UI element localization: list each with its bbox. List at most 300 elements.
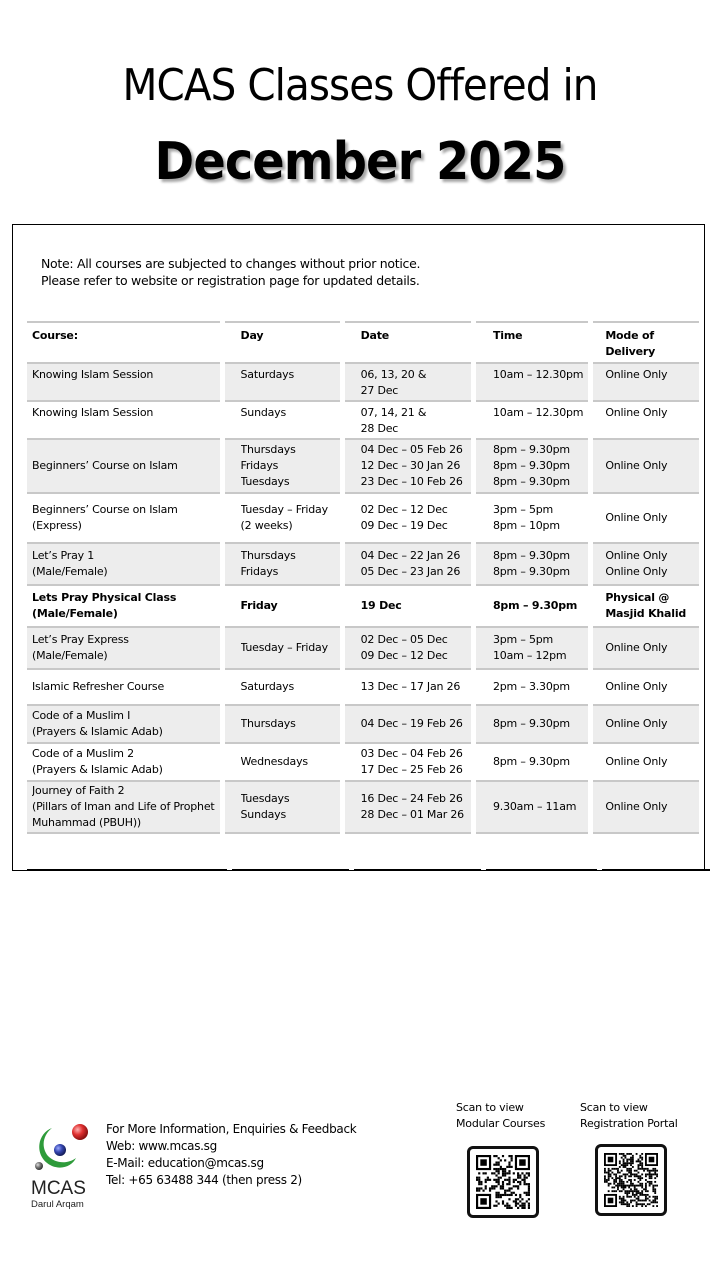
qr-module xyxy=(652,1200,654,1202)
qr-module xyxy=(636,1194,638,1196)
cell-day xyxy=(225,780,340,834)
qr-module xyxy=(651,1170,653,1172)
qr-module xyxy=(628,1179,630,1181)
day-text: Thursdays xyxy=(240,549,296,562)
qr-module xyxy=(619,1185,621,1187)
qr-module xyxy=(482,1190,484,1192)
qr-module xyxy=(502,1185,504,1187)
qr-module xyxy=(651,1175,653,1177)
qr-module xyxy=(647,1168,649,1170)
cell-course xyxy=(27,438,220,492)
qr-module xyxy=(641,1192,643,1194)
qr-module xyxy=(626,1160,628,1162)
qr-module xyxy=(493,1168,495,1170)
qr-module xyxy=(649,1173,651,1175)
qr-module xyxy=(639,1192,641,1194)
qr-module xyxy=(498,1192,500,1194)
qr-module xyxy=(611,1187,613,1189)
qr-module xyxy=(626,1164,628,1166)
day-text: Thursdays xyxy=(240,717,296,730)
qr-module xyxy=(495,1155,497,1157)
qr-module xyxy=(638,1190,640,1192)
qr-module xyxy=(495,1174,497,1176)
qr-module xyxy=(604,1168,606,1170)
qr-module xyxy=(641,1159,643,1161)
qr-code-modular-courses[interactable] xyxy=(467,1146,539,1218)
cell-time xyxy=(476,492,588,542)
qr-module xyxy=(639,1164,641,1166)
qr-module xyxy=(626,1192,628,1194)
qr-module xyxy=(500,1185,502,1187)
qr-module xyxy=(626,1153,628,1155)
cell-time xyxy=(476,704,588,742)
qr-module xyxy=(639,1185,641,1187)
day-text: Saturdays xyxy=(240,368,295,381)
cell-mode xyxy=(593,626,699,668)
day-text: Sundays xyxy=(240,808,287,821)
qr-module xyxy=(638,1166,640,1168)
qr-module xyxy=(626,1181,628,1183)
qr-module xyxy=(654,1198,656,1200)
qr-module xyxy=(498,1170,500,1172)
qr-module xyxy=(478,1190,480,1192)
cell-time xyxy=(476,626,588,668)
cell-day xyxy=(225,584,340,626)
qr-module xyxy=(624,1185,626,1187)
qr-module xyxy=(506,1172,508,1174)
qr-module xyxy=(632,1200,634,1202)
qr-module xyxy=(608,1185,610,1187)
qr-module xyxy=(654,1201,656,1203)
contact-email[interactable]: E-Mail: education@mcas.sg xyxy=(106,1156,264,1170)
qr-module xyxy=(613,1173,615,1175)
bottom-rule xyxy=(354,869,481,871)
qr-module xyxy=(498,1164,500,1166)
qr-module xyxy=(630,1168,632,1170)
qr-module xyxy=(623,1203,625,1205)
qr-module xyxy=(647,1198,649,1200)
day-text: Tuesdays xyxy=(240,792,290,805)
table-row xyxy=(27,584,699,626)
qr-module xyxy=(621,1153,623,1155)
qr-module xyxy=(656,1198,658,1200)
qr-module xyxy=(478,1181,480,1183)
qr-module xyxy=(630,1172,632,1174)
qr-module xyxy=(498,1157,500,1159)
qr-module xyxy=(511,1187,513,1189)
qr-module xyxy=(511,1155,513,1157)
mode-text: Physical @ xyxy=(605,591,670,604)
qr-module xyxy=(526,1177,528,1179)
table-header-row xyxy=(27,321,699,362)
qr-module xyxy=(528,1207,530,1209)
qr-module xyxy=(638,1172,640,1174)
qr-module xyxy=(502,1155,504,1157)
schedule-frame xyxy=(12,224,705,871)
header-date: Date xyxy=(345,321,471,362)
qr-finder-pattern xyxy=(519,1159,525,1165)
qr-module xyxy=(526,1172,528,1174)
day-text: Wednesdays xyxy=(240,755,308,768)
qr-module xyxy=(621,1170,623,1172)
qr-module xyxy=(528,1174,530,1176)
cell-date xyxy=(345,626,471,668)
qr-module xyxy=(615,1168,617,1170)
table-bottom-rules xyxy=(27,869,697,871)
qr-module xyxy=(619,1190,621,1192)
qr-module xyxy=(623,1188,625,1190)
qr-module xyxy=(630,1181,632,1183)
date-text: 09 Dec – 19 Dec xyxy=(360,519,448,532)
mcas-logo-icon xyxy=(30,1122,96,1182)
qr-module xyxy=(521,1203,523,1205)
qr-module xyxy=(652,1201,654,1203)
qr-module xyxy=(639,1200,641,1202)
qr-module xyxy=(654,1190,656,1192)
bottom-rule xyxy=(602,869,710,871)
qr-module xyxy=(632,1183,634,1185)
note-line-2: Please refer to website or registration page for updated details. xyxy=(41,273,420,288)
qr-module xyxy=(608,1170,610,1172)
cell-date xyxy=(345,704,471,742)
course-text: Knowing Islam Session xyxy=(32,368,154,381)
qr-module xyxy=(641,1185,643,1187)
qr-module xyxy=(619,1153,621,1155)
qr-module xyxy=(493,1155,495,1157)
course-text: Let’s Pray 1 xyxy=(32,549,95,562)
date-text: 04 Dec – 22 Jan 26 xyxy=(360,549,461,562)
qr-module xyxy=(630,1188,632,1190)
day-text: Fridays xyxy=(240,565,279,578)
qr-module xyxy=(634,1173,636,1175)
table-row xyxy=(27,780,699,834)
qr-module xyxy=(506,1194,508,1196)
qr-module xyxy=(478,1177,480,1179)
cell-day xyxy=(225,438,340,492)
qr-module xyxy=(621,1200,623,1202)
qr-finder-pattern xyxy=(480,1159,486,1165)
qr-module xyxy=(604,1172,606,1174)
qr-module xyxy=(649,1200,651,1202)
cell-day xyxy=(225,626,340,668)
qr-module xyxy=(526,1194,528,1196)
qr-module xyxy=(630,1173,632,1175)
qr-module xyxy=(506,1166,508,1168)
qr-module xyxy=(632,1160,634,1162)
qr-module xyxy=(621,1198,623,1200)
qr-module xyxy=(628,1187,630,1189)
qr-module xyxy=(608,1190,610,1192)
qr-module xyxy=(502,1181,504,1183)
time-text: 8pm – 9.30pm xyxy=(492,717,570,730)
qr-module xyxy=(641,1205,643,1207)
date-text: 13 Dec – 17 Jan 26 xyxy=(360,680,461,693)
header-mode-line1: Mode of xyxy=(605,329,654,342)
qr-module xyxy=(476,1177,478,1179)
qr-module xyxy=(619,1201,621,1203)
qr-module xyxy=(628,1172,630,1174)
qr-module xyxy=(526,1192,528,1194)
qr-module xyxy=(619,1160,621,1162)
qr-module xyxy=(611,1190,613,1192)
qr-module xyxy=(624,1164,626,1166)
qr-module xyxy=(508,1179,510,1181)
qr-module xyxy=(478,1172,480,1174)
qr-module xyxy=(498,1181,500,1183)
qr-module xyxy=(495,1200,497,1202)
qr-module xyxy=(623,1159,625,1161)
qr-module xyxy=(482,1172,484,1174)
qr-module xyxy=(638,1175,640,1177)
qr-module xyxy=(610,1170,612,1172)
qr-module xyxy=(654,1181,656,1183)
date-text: 28 Dec – 01 Mar 26 xyxy=(360,808,464,821)
qr-module xyxy=(506,1179,508,1181)
qr-module xyxy=(638,1196,640,1198)
logo-wordmark: MCAS xyxy=(31,1178,86,1199)
qr-registration-portal xyxy=(580,1100,678,1132)
date-text: 05 Dec – 23 Jan 26 xyxy=(360,565,461,578)
qr-module xyxy=(632,1173,634,1175)
qr-module xyxy=(506,1183,508,1185)
qr-module xyxy=(613,1168,615,1170)
qr-module xyxy=(623,1200,625,1202)
qr-module xyxy=(649,1172,651,1174)
course-text: Beginners’ Course on Islam xyxy=(32,503,178,516)
qr-module xyxy=(604,1181,606,1183)
qr-module xyxy=(521,1205,523,1207)
qr-module xyxy=(638,1192,640,1194)
qr-module xyxy=(606,1172,608,1174)
time-text: 8pm – 9.30pm xyxy=(492,565,570,578)
qr-module xyxy=(643,1188,645,1190)
day-text: Tuesday – Friday xyxy=(240,641,328,654)
qr-module xyxy=(628,1159,630,1161)
qr-module xyxy=(636,1190,638,1192)
qr-module xyxy=(517,1174,519,1176)
qr-module xyxy=(654,1170,656,1172)
cell-date xyxy=(345,438,471,492)
qr-module xyxy=(645,1185,647,1187)
qr-module xyxy=(641,1168,643,1170)
qr-module xyxy=(502,1187,504,1189)
qr-module xyxy=(528,1194,530,1196)
qr-module xyxy=(613,1187,615,1189)
qr-module xyxy=(651,1177,653,1179)
qr-module xyxy=(628,1192,630,1194)
qr-module xyxy=(517,1207,519,1209)
date-text: 06, 13, 20 & xyxy=(360,368,427,381)
qr-module xyxy=(508,1187,510,1189)
qr-module xyxy=(656,1196,658,1198)
qr-module xyxy=(639,1179,641,1181)
qr-module xyxy=(495,1179,497,1181)
qr-module xyxy=(623,1164,625,1166)
date-text: 02 Dec – 12 Dec xyxy=(360,503,448,516)
qr-module xyxy=(628,1190,630,1192)
qr-module xyxy=(632,1190,634,1192)
qr-module xyxy=(632,1162,634,1164)
qr-module xyxy=(619,1172,621,1174)
header-day: Day xyxy=(225,321,340,362)
cell-course xyxy=(27,542,220,584)
qr-module xyxy=(643,1170,645,1172)
qr-module xyxy=(617,1183,619,1185)
contact-heading: For More Information, Enquiries & Feedback xyxy=(106,1122,357,1136)
qr-module xyxy=(521,1207,523,1209)
course-text: (Male/Female) xyxy=(32,565,108,578)
qr-module xyxy=(504,1190,506,1192)
qr-module xyxy=(619,1181,621,1183)
qr-module xyxy=(508,1207,510,1209)
qr-module xyxy=(524,1177,526,1179)
qr-module xyxy=(634,1185,636,1187)
qr-module xyxy=(626,1205,628,1207)
qr-module xyxy=(645,1179,647,1181)
time-text: 8pm – 9.30pm xyxy=(492,443,570,456)
qr-module xyxy=(626,1194,628,1196)
qr-module xyxy=(615,1177,617,1179)
qr-module xyxy=(623,1181,625,1183)
time-text: 8pm – 9.30pm xyxy=(492,599,578,612)
cell-mode xyxy=(593,492,699,542)
qr-module xyxy=(495,1170,497,1172)
qr-module xyxy=(623,1198,625,1200)
qr-module xyxy=(608,1173,610,1175)
qr-module xyxy=(619,1177,621,1179)
qr-module xyxy=(515,1194,517,1196)
qr-module xyxy=(652,1196,654,1198)
qr-module xyxy=(632,1166,634,1168)
course-text: Lets Pray Physical Class xyxy=(32,591,177,604)
qr-module xyxy=(495,1205,497,1207)
qr-module xyxy=(643,1203,645,1205)
qr-module xyxy=(478,1179,480,1181)
course-text: Knowing Islam Session xyxy=(32,406,154,419)
qr-module xyxy=(638,1160,640,1162)
mode-text: Online Only xyxy=(605,641,668,654)
qr-module xyxy=(654,1173,656,1175)
mode-text: Online Only xyxy=(605,680,668,693)
qr-module xyxy=(610,1175,612,1177)
qr-module xyxy=(652,1188,654,1190)
table-row xyxy=(27,668,699,704)
qr-module xyxy=(498,1194,500,1196)
qr-module xyxy=(504,1172,506,1174)
qr-module xyxy=(639,1177,641,1179)
contact-tel: Tel: +65 63488 344 (then press 2) xyxy=(106,1173,302,1187)
table-row xyxy=(27,362,699,400)
contact-web[interactable]: Web: www.mcas.sg xyxy=(106,1139,217,1153)
time-text: 10am – 12pm xyxy=(492,649,567,662)
qr-module xyxy=(524,1179,526,1181)
page-title-line1: MCAS Classes Offered in xyxy=(122,60,598,111)
qr-finder-pattern xyxy=(649,1157,655,1163)
qr-module xyxy=(508,1172,510,1174)
cell-date xyxy=(345,668,471,704)
course-text: (Male/Female) xyxy=(32,607,118,620)
cell-time xyxy=(476,584,588,626)
qr-module xyxy=(626,1201,628,1203)
qr-module xyxy=(611,1177,613,1179)
course-text: Code of a Muslim I xyxy=(32,709,131,722)
qr-code-registration-portal[interactable] xyxy=(595,1144,667,1216)
qr-module xyxy=(619,1175,621,1177)
qr-module xyxy=(656,1205,658,1207)
qr-module xyxy=(617,1168,619,1170)
qr-label-line1: Scan to view xyxy=(456,1101,524,1114)
qr-module xyxy=(626,1190,628,1192)
date-text: 03 Dec – 04 Feb 26 xyxy=(360,747,463,760)
qr-module xyxy=(508,1164,510,1166)
qr-module xyxy=(623,1187,625,1189)
qr-module xyxy=(656,1185,658,1187)
cell-mode xyxy=(593,584,699,626)
cell-day xyxy=(225,492,340,542)
qr-module xyxy=(624,1190,626,1192)
course-text: Let’s Pray Express xyxy=(32,633,129,646)
qr-module xyxy=(613,1181,615,1183)
qr-module xyxy=(508,1161,510,1163)
qr-module xyxy=(630,1183,632,1185)
qr-module xyxy=(632,1194,634,1196)
qr-module xyxy=(641,1203,643,1205)
qr-module xyxy=(649,1183,651,1185)
mode-text: Online Only xyxy=(605,755,668,768)
table-row xyxy=(27,438,699,492)
time-text: 3pm – 5pm xyxy=(492,633,554,646)
qr-module xyxy=(647,1173,649,1175)
cell-day xyxy=(225,704,340,742)
qr-module xyxy=(526,1183,528,1185)
qr-module xyxy=(639,1175,641,1177)
qr-module xyxy=(632,1185,634,1187)
qr-module xyxy=(502,1168,504,1170)
qr-module xyxy=(524,1174,526,1176)
qr-module xyxy=(656,1175,658,1177)
qr-module xyxy=(624,1166,626,1168)
qr-module xyxy=(513,1172,515,1174)
qr-module xyxy=(485,1179,487,1181)
qr-module xyxy=(641,1157,643,1159)
qr-module xyxy=(502,1172,504,1174)
qr-module xyxy=(636,1198,638,1200)
qr-module xyxy=(636,1160,638,1162)
qr-module xyxy=(515,1179,517,1181)
note-line-1: Note: All courses are subjected to changes without prior notice. xyxy=(41,256,421,271)
cell-day xyxy=(225,362,340,400)
qr-module xyxy=(524,1183,526,1185)
qr-module xyxy=(517,1185,519,1187)
date-text: 07, 14, 21 & xyxy=(360,406,427,419)
qr-module xyxy=(645,1168,647,1170)
qr-module xyxy=(639,1155,641,1157)
qr-module xyxy=(617,1170,619,1172)
day-text: Fridays xyxy=(240,459,279,472)
qr-module xyxy=(628,1175,630,1177)
qr-module xyxy=(504,1159,506,1161)
qr-module xyxy=(521,1198,523,1200)
qr-module xyxy=(502,1183,504,1185)
cell-mode xyxy=(593,438,699,492)
qr-module xyxy=(493,1187,495,1189)
qr-module xyxy=(495,1181,497,1183)
qr-module xyxy=(511,1157,513,1159)
time-text: 8pm – 9.30pm xyxy=(492,459,570,472)
qr-module xyxy=(645,1173,647,1175)
qr-label-line2: Modular Courses xyxy=(456,1117,546,1130)
qr-module xyxy=(636,1192,638,1194)
